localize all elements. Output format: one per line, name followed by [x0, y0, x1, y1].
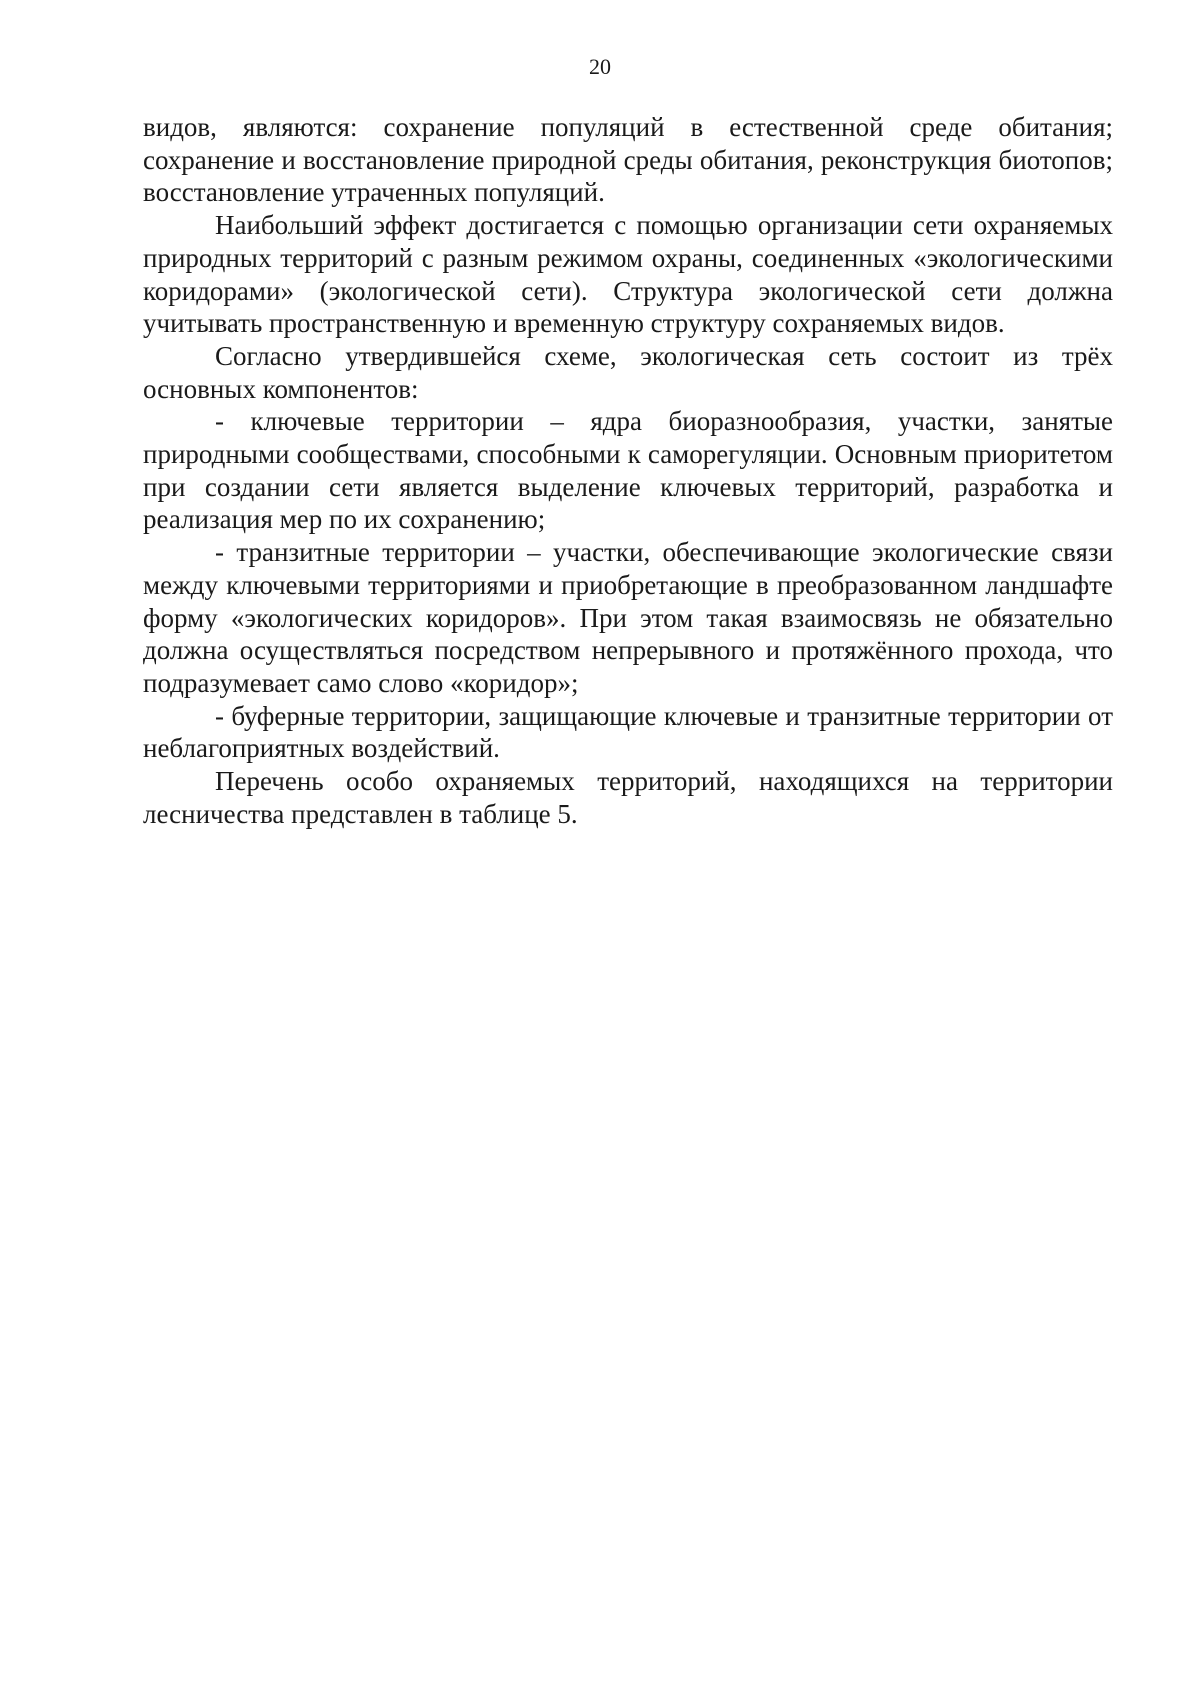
list-item-key-territories: - ключевые территории – ядра биоразнообразия, участки, занятые природными сообществами, способными к саморегуляции. Основным приоритетом при создании сети является выделение ключевых территорий, разработка и реализация мер по их сохранению;	[143, 406, 1113, 535]
paragraph-species-conservation: видов, являются: сохранение популяций в естественной среде обитания; сохранение и восстановление природной среды обитания, реконструкция биотопов; восстановление утраченных популяций.	[143, 112, 1113, 208]
list-item-transit-territories: - транзитные территории – участки, обеспечивающие экологические связи между ключевыми территориями и приобретающие в преобразованном ландшафте форму «экологических коридоров». При этом такая взаимосвязь не обязательно должна осуществляться посредством непрерывного и протяжённого прохода, что подразумевает само слово «коридор»;	[143, 537, 1113, 698]
page-number: 20	[589, 54, 611, 79]
paragraph-protected-areas-reference: Перечень особо охраняемых территорий, находящихся на территории лесничества представлен в таблице 5.	[143, 766, 1113, 829]
list-item-buffer-territories: - буферные территории, защищающие ключевые и транзитные территории от неблагоприятных воздействий.	[143, 700, 1113, 764]
paragraph-network-components-intro: Согласно утвердившейся схеме, экологическая сеть состоит из трёх основных компонентов:	[143, 340, 1113, 404]
body-text	[143, 111, 1113, 830]
paragraph-ecological-network-effect: Наибольший эффект достигается с помощью организации сети охраняемых природных территорий с разным режимом охраны, соединенных «экологическими коридорами» (экологической сети). Структура экологической сети должна учитывать пространственную и временную структуру сохраняемых видов.	[143, 210, 1113, 339]
